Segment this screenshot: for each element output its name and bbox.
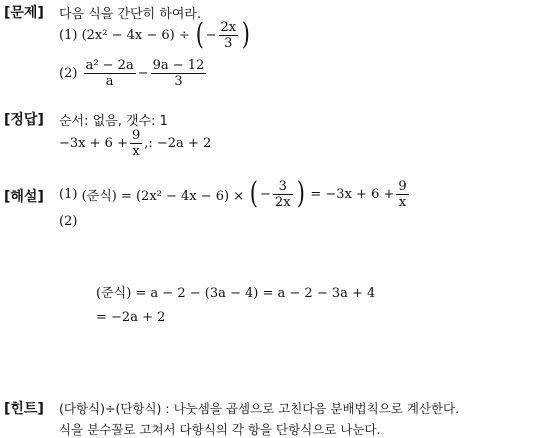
item-expression: (2x² − 4x − 6) ÷ <box>81 27 190 43</box>
explanation-item-2-line-1: (준식) = a − 2 − (3a − 4) = a − 2 − 3a + 4 <box>96 286 376 301</box>
numerator: 3 <box>273 179 293 195</box>
minus-sign: − <box>205 27 217 43</box>
denominator: 3 <box>224 35 233 51</box>
explanation-start: (준식) = (2x² − 4x − 6) × <box>81 188 245 204</box>
answer-line-1: 순서: 없음, 갯수: 1 <box>59 114 168 129</box>
numerator: 9 <box>131 127 141 143</box>
problem-item-1 <box>59 18 252 52</box>
numerator: 9 <box>398 178 407 194</box>
explanation-mid: = −3x + 6 + <box>310 186 395 202</box>
denominator: 3 <box>174 73 183 89</box>
left-paren: ( <box>195 17 204 52</box>
problem-instruction: 다음 식을 간단히 하여라. <box>59 7 202 22</box>
item-label: (1) <box>59 186 78 202</box>
fraction-2 <box>151 58 207 89</box>
right-paren: ) <box>296 176 305 211</box>
hint-line-1: (다항식)÷(단항식) : 나눗셈을 곱셈으로 고친다음 분배법칙으로 계산한다. <box>59 401 460 416</box>
denominator: a <box>105 73 114 89</box>
answer-expression: −3x + 6 + <box>59 135 128 151</box>
left-paren: ( <box>250 176 259 211</box>
hint-tag: [힌트] <box>4 401 44 417</box>
problem-item-2 <box>59 56 208 90</box>
explanation-tag: [해설] <box>4 189 44 205</box>
denominator: x <box>398 194 407 210</box>
numerator: 9a − 12 <box>152 57 205 73</box>
answer-line-2 <box>59 126 211 160</box>
numerator: a² − 2a <box>85 57 134 73</box>
denominator: 2x <box>274 194 291 210</box>
hint-line-2: 식을 분수꼴로 고쳐서 다항식의 각 항을 단항식으로 나눈다. <box>59 422 381 437</box>
minus-sign: − <box>137 65 149 81</box>
minus-sign: − <box>260 186 271 202</box>
item-label: (2) <box>59 65 78 81</box>
numerator: 2x <box>220 19 237 35</box>
denominator: x <box>132 143 140 159</box>
answer-suffix: ,: −2a + 2 <box>144 135 212 151</box>
fraction <box>273 179 293 210</box>
answer-tag: [정답] <box>4 112 44 128</box>
fraction <box>130 128 142 159</box>
fraction-2 <box>396 179 408 210</box>
explanation-item-1 <box>59 174 411 214</box>
problem-tag: [문제] <box>4 5 44 21</box>
explanation-item-2-line-2: = −2a + 2 <box>96 310 166 325</box>
fraction-1 <box>84 58 136 89</box>
fraction <box>219 20 239 51</box>
explanation-item-2-label: (2) <box>59 214 78 229</box>
item-label: (1) <box>59 27 78 43</box>
right-paren: ) <box>241 17 251 52</box>
